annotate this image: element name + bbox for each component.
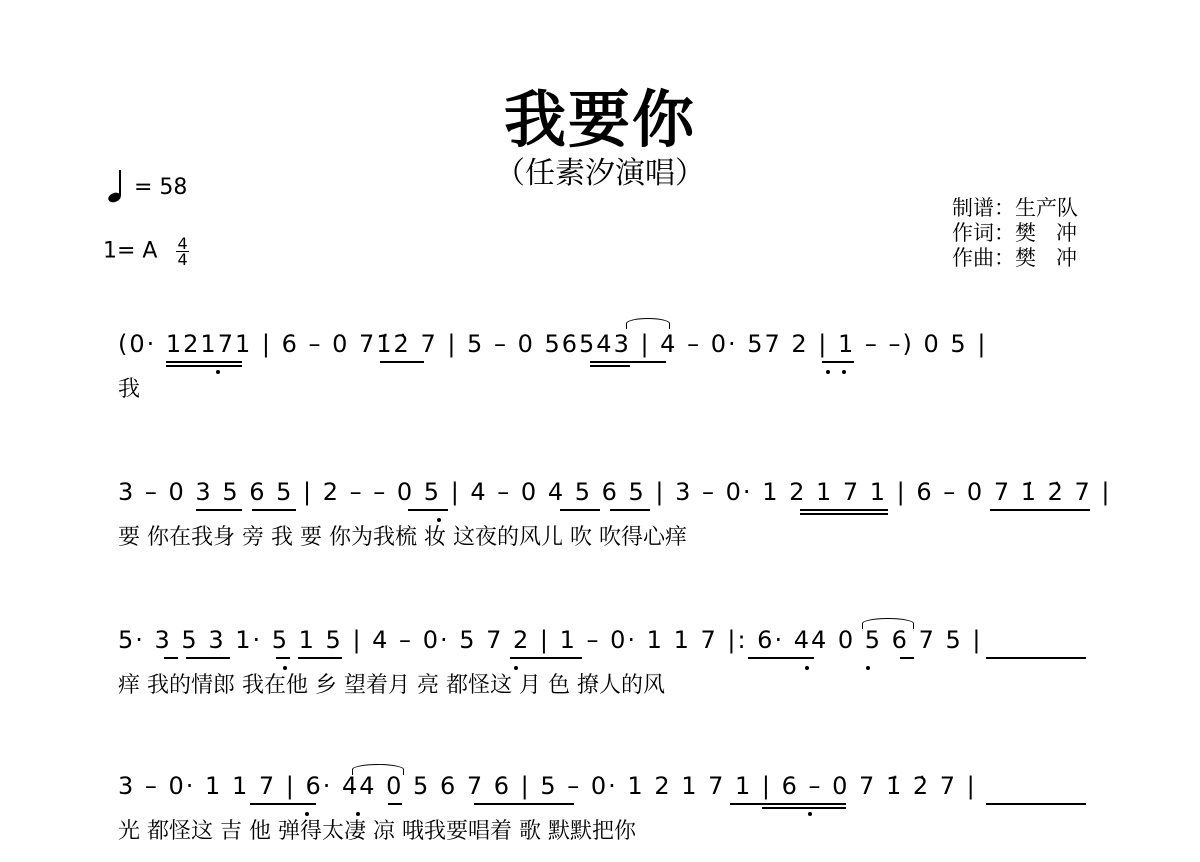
time-signature-top: 4 xyxy=(177,234,188,253)
credit-music: 作曲：樊 冲 xyxy=(952,246,1078,270)
key-signature xyxy=(103,236,189,267)
underline xyxy=(510,657,582,659)
underline xyxy=(990,509,1090,511)
song-title: 我要你 xyxy=(503,83,696,156)
low-octave-dot xyxy=(514,666,518,670)
underline xyxy=(408,509,448,511)
lyrics-text: 我 xyxy=(118,377,141,402)
underline xyxy=(590,365,630,367)
notation-text: (0· 12171 | 6 – 0 71̇2̇ 7 | 5 – 0 56543 | 4 – 0· 57 2 | 1 – –) 0 5 | xyxy=(118,330,988,358)
triplet-bracket xyxy=(626,318,670,329)
slur xyxy=(352,764,404,775)
score-line-2 xyxy=(0,478,1200,568)
quarter-note-icon xyxy=(108,170,122,202)
lyrics-text: 要 你在我身 旁 我 要 你为我梳 妆 这夜的风儿 吹 吹得心痒 xyxy=(118,525,687,550)
lyrics-text: 痒 我的情郎 我在他 乡 望着月 亮 都怪这 月 色 撩人的风 xyxy=(118,673,665,698)
score-line-1 xyxy=(0,330,1200,420)
notation-text: 5· 3 5 3 1· 5 1 5 | 4 – 0· 5 7 2 | 1 – 0· 1 1 7 |: 6· 44 0 5 6 7 5 | xyxy=(118,626,983,654)
underline xyxy=(986,657,1086,659)
low-octave-dot xyxy=(826,370,830,374)
underline xyxy=(610,509,650,511)
underline xyxy=(252,509,296,511)
song-subtitle: （任素汐演唱） xyxy=(495,156,705,191)
score-line-4 xyxy=(0,772,1200,862)
low-octave-dot xyxy=(216,370,220,374)
low-octave-dot xyxy=(866,666,870,670)
underline xyxy=(730,803,846,805)
tempo-marking xyxy=(108,170,187,202)
low-octave-dot xyxy=(437,518,441,522)
underline xyxy=(186,657,230,659)
underline xyxy=(166,361,242,363)
notation-text: 3 – 0· 1 1 7 | 6· 44 0 5 6 7 6 | 5 – 0· 1 2 1 7 1 | 6 – 0 7 1̇ 2̇ 7 | xyxy=(118,772,977,800)
underline xyxy=(986,803,1086,805)
underline xyxy=(800,509,888,511)
low-octave-dot xyxy=(805,666,809,670)
low-octave-dot xyxy=(283,666,287,670)
key-text: 1= A xyxy=(103,238,158,264)
underline xyxy=(298,657,342,659)
tempo-value: = 58 xyxy=(134,175,188,200)
underline xyxy=(822,361,854,363)
lyrics-text: 光 都怪这 吉 他 弹得太凄 凉 哦我要唱着 歌 默默把你 xyxy=(118,819,636,844)
underline xyxy=(748,657,814,659)
underline xyxy=(196,509,242,511)
underline xyxy=(276,657,290,659)
underline xyxy=(166,365,242,367)
underline xyxy=(250,803,316,805)
low-octave-dot xyxy=(305,812,309,816)
low-octave-dot xyxy=(842,370,846,374)
underline xyxy=(380,361,424,363)
time-signature-bottom: 4 xyxy=(177,250,188,269)
credits xyxy=(952,196,1078,271)
underline xyxy=(800,513,888,515)
low-octave-dot xyxy=(356,812,360,816)
time-signature xyxy=(176,236,188,267)
credit-lyrics: 作词：樊 冲 xyxy=(952,221,1078,245)
underline xyxy=(762,807,846,809)
underline xyxy=(590,361,666,363)
score-line-3 xyxy=(0,626,1200,716)
notation-text: 3 – 0 3 5 6 5 | 2 – – 0 5 | 4 – 0 4 5 6 5 | 3 – 0· 1 2 1 7 1 | 6 – 0 7 1̇ 2̇ 7 | xyxy=(118,478,1112,506)
underline xyxy=(474,803,574,805)
underline xyxy=(900,657,914,659)
credit-score: 制谱：生产队 xyxy=(952,196,1078,220)
underline xyxy=(164,657,178,659)
low-octave-dot xyxy=(808,812,812,816)
slur xyxy=(862,618,914,629)
underline xyxy=(388,803,402,805)
underline xyxy=(560,509,600,511)
